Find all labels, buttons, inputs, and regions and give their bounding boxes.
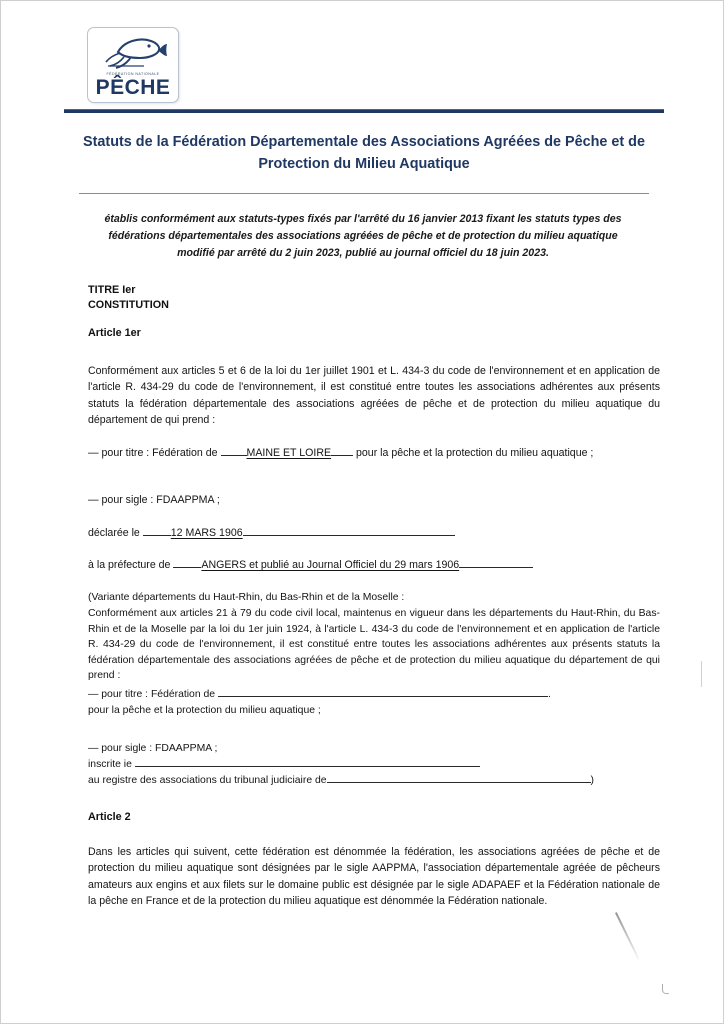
page-title: Statuts de la Fédération Départementale des Associations Agréées de Pêche et de Protection du Milieu Aquatique [83, 134, 645, 173]
titre-heading-1: TITRE Ier [88, 284, 136, 296]
pour-titre-suffix: pour la pêche et la protection du milieu aquatique ; [353, 447, 594, 459]
variant-pour-titre-suffix: . [547, 689, 551, 700]
fill-blank-after-date [243, 526, 455, 536]
article-2-paragraph: Dans les articles qui suivent, cette fédération est dénommée la fédération, les associations agréées de pêche et de protection du milieu aquatique sont désignées par le sigle AAPPMA, l'association départementale agréée de pêcheurs amateurs aux engins et aux filets sur le domaine public est désignée par le sigle ADAPAEF et la Fédération nationale de la pêche en France et de la protection du milieu aquatique est dénommée la Fédération nationale. [88, 846, 660, 908]
article-2-heading: Article 2 [88, 811, 131, 823]
prefecture-value: ANGERS et publié au Journal Officiel du 29 mars 1906 [201, 559, 460, 571]
scan-artifact-edge [701, 661, 702, 687]
variant-pour-sigle-line: — pour sigle : FDAAPPMA ; [88, 743, 218, 754]
variant-registre-line [88, 773, 660, 789]
declaree-prefix: déclarée le [88, 527, 143, 539]
fish-icon [98, 33, 168, 71]
variant-fill-blank-inscrite [135, 757, 480, 767]
scan-artifact-streak [615, 912, 640, 960]
variant-inscrite-label: inscrite ie [88, 759, 132, 770]
prefecture-line [88, 557, 660, 573]
variant-pour-titre-line2: pour la pêche et la protection du milieu aquatique ; [88, 705, 321, 716]
variant-inscrite-line [88, 757, 660, 773]
fill-blank-after-titre [331, 446, 353, 456]
prefecture-prefix: à la préfecture de [88, 559, 174, 571]
fnpf-logo [87, 27, 179, 103]
fill-blank-after-prefecture [459, 558, 533, 568]
declaree-line [88, 525, 660, 541]
pour-titre-value: MAINE ET LOIRE [246, 447, 332, 459]
scan-artifact-mark [662, 984, 669, 994]
variant-fill-blank-registre [327, 773, 591, 783]
header-divider-thick [64, 109, 664, 113]
variant-close-paren: ) [590, 775, 595, 786]
preamble-text: établis conformément aux statuts-types fixés par l'arrêté du 16 janvier 2013 fixant les statuts types des fédérations départementales des associations agréées de pêche et de protection du milieu aquatique modifié par arrêté du 2 juin 2023, publié au journal officiel du 18 juin 2023. [104, 213, 622, 260]
variant-pour-titre-line [88, 687, 660, 703]
variant-fill-blank-titre [218, 687, 548, 697]
fill-blank-before-date [143, 526, 171, 536]
variant-paragraph: Conformément aux articles 21 à 79 du code civil local, maintenus en vigueur dans les départements du Haut-Rhin, du Bas-Rhin et de la Moselle par la loi du 1er juin 1924, à l'article L. 434-3 du code de l'environnement et en application de l'article R. 434-29 du code de l'environnement, il est constitué entre toutes les associations adhérentes aux présents statuts la fédération départementale des associations agréées de pêche et de protection du milieu aquatique du département de qui prend : [88, 608, 660, 682]
pour-titre-prefix: — pour titre : Fédération de [88, 447, 221, 459]
fill-blank-before-prefecture [173, 558, 201, 568]
article-1-heading: Article 1er [88, 327, 141, 339]
logo-wordmark: PÊCHE [95, 76, 171, 99]
variant-registre-label: au registre des associations du tribunal judiciaire de [88, 775, 327, 786]
titre-heading-2: CONSTITUTION [88, 299, 169, 311]
article-1-paragraph: Conformément aux articles 5 et 6 de la loi du 1er juillet 1901 et L. 434-3 du code de l'environnement et en application de l'article R. 434-29 du code de l'environnement, il est constitué entre toutes les associations adhérentes aux présents statuts la fédération départementale des associations agréées de pêche et de protection du milieu aquatique du département de qui prend : [88, 365, 660, 427]
pour-titre-line [88, 445, 660, 461]
title-divider-thin [79, 193, 649, 194]
document-header [1, 1, 724, 113]
fill-blank-before-titre [221, 446, 247, 456]
declaree-value: 12 MARS 1906 [170, 527, 243, 539]
variant-pour-titre-label: — pour titre : Fédération de [88, 689, 216, 700]
logo-federation-text: FÉDÉRATION NATIONALE [106, 72, 160, 76]
variant-open-line: (Variante départements du Haut-Rhin, du Bas-Rhin et de la Moselle : [88, 592, 405, 603]
pour-sigle-line: — pour sigle : FDAAPPMA ; [88, 494, 220, 506]
